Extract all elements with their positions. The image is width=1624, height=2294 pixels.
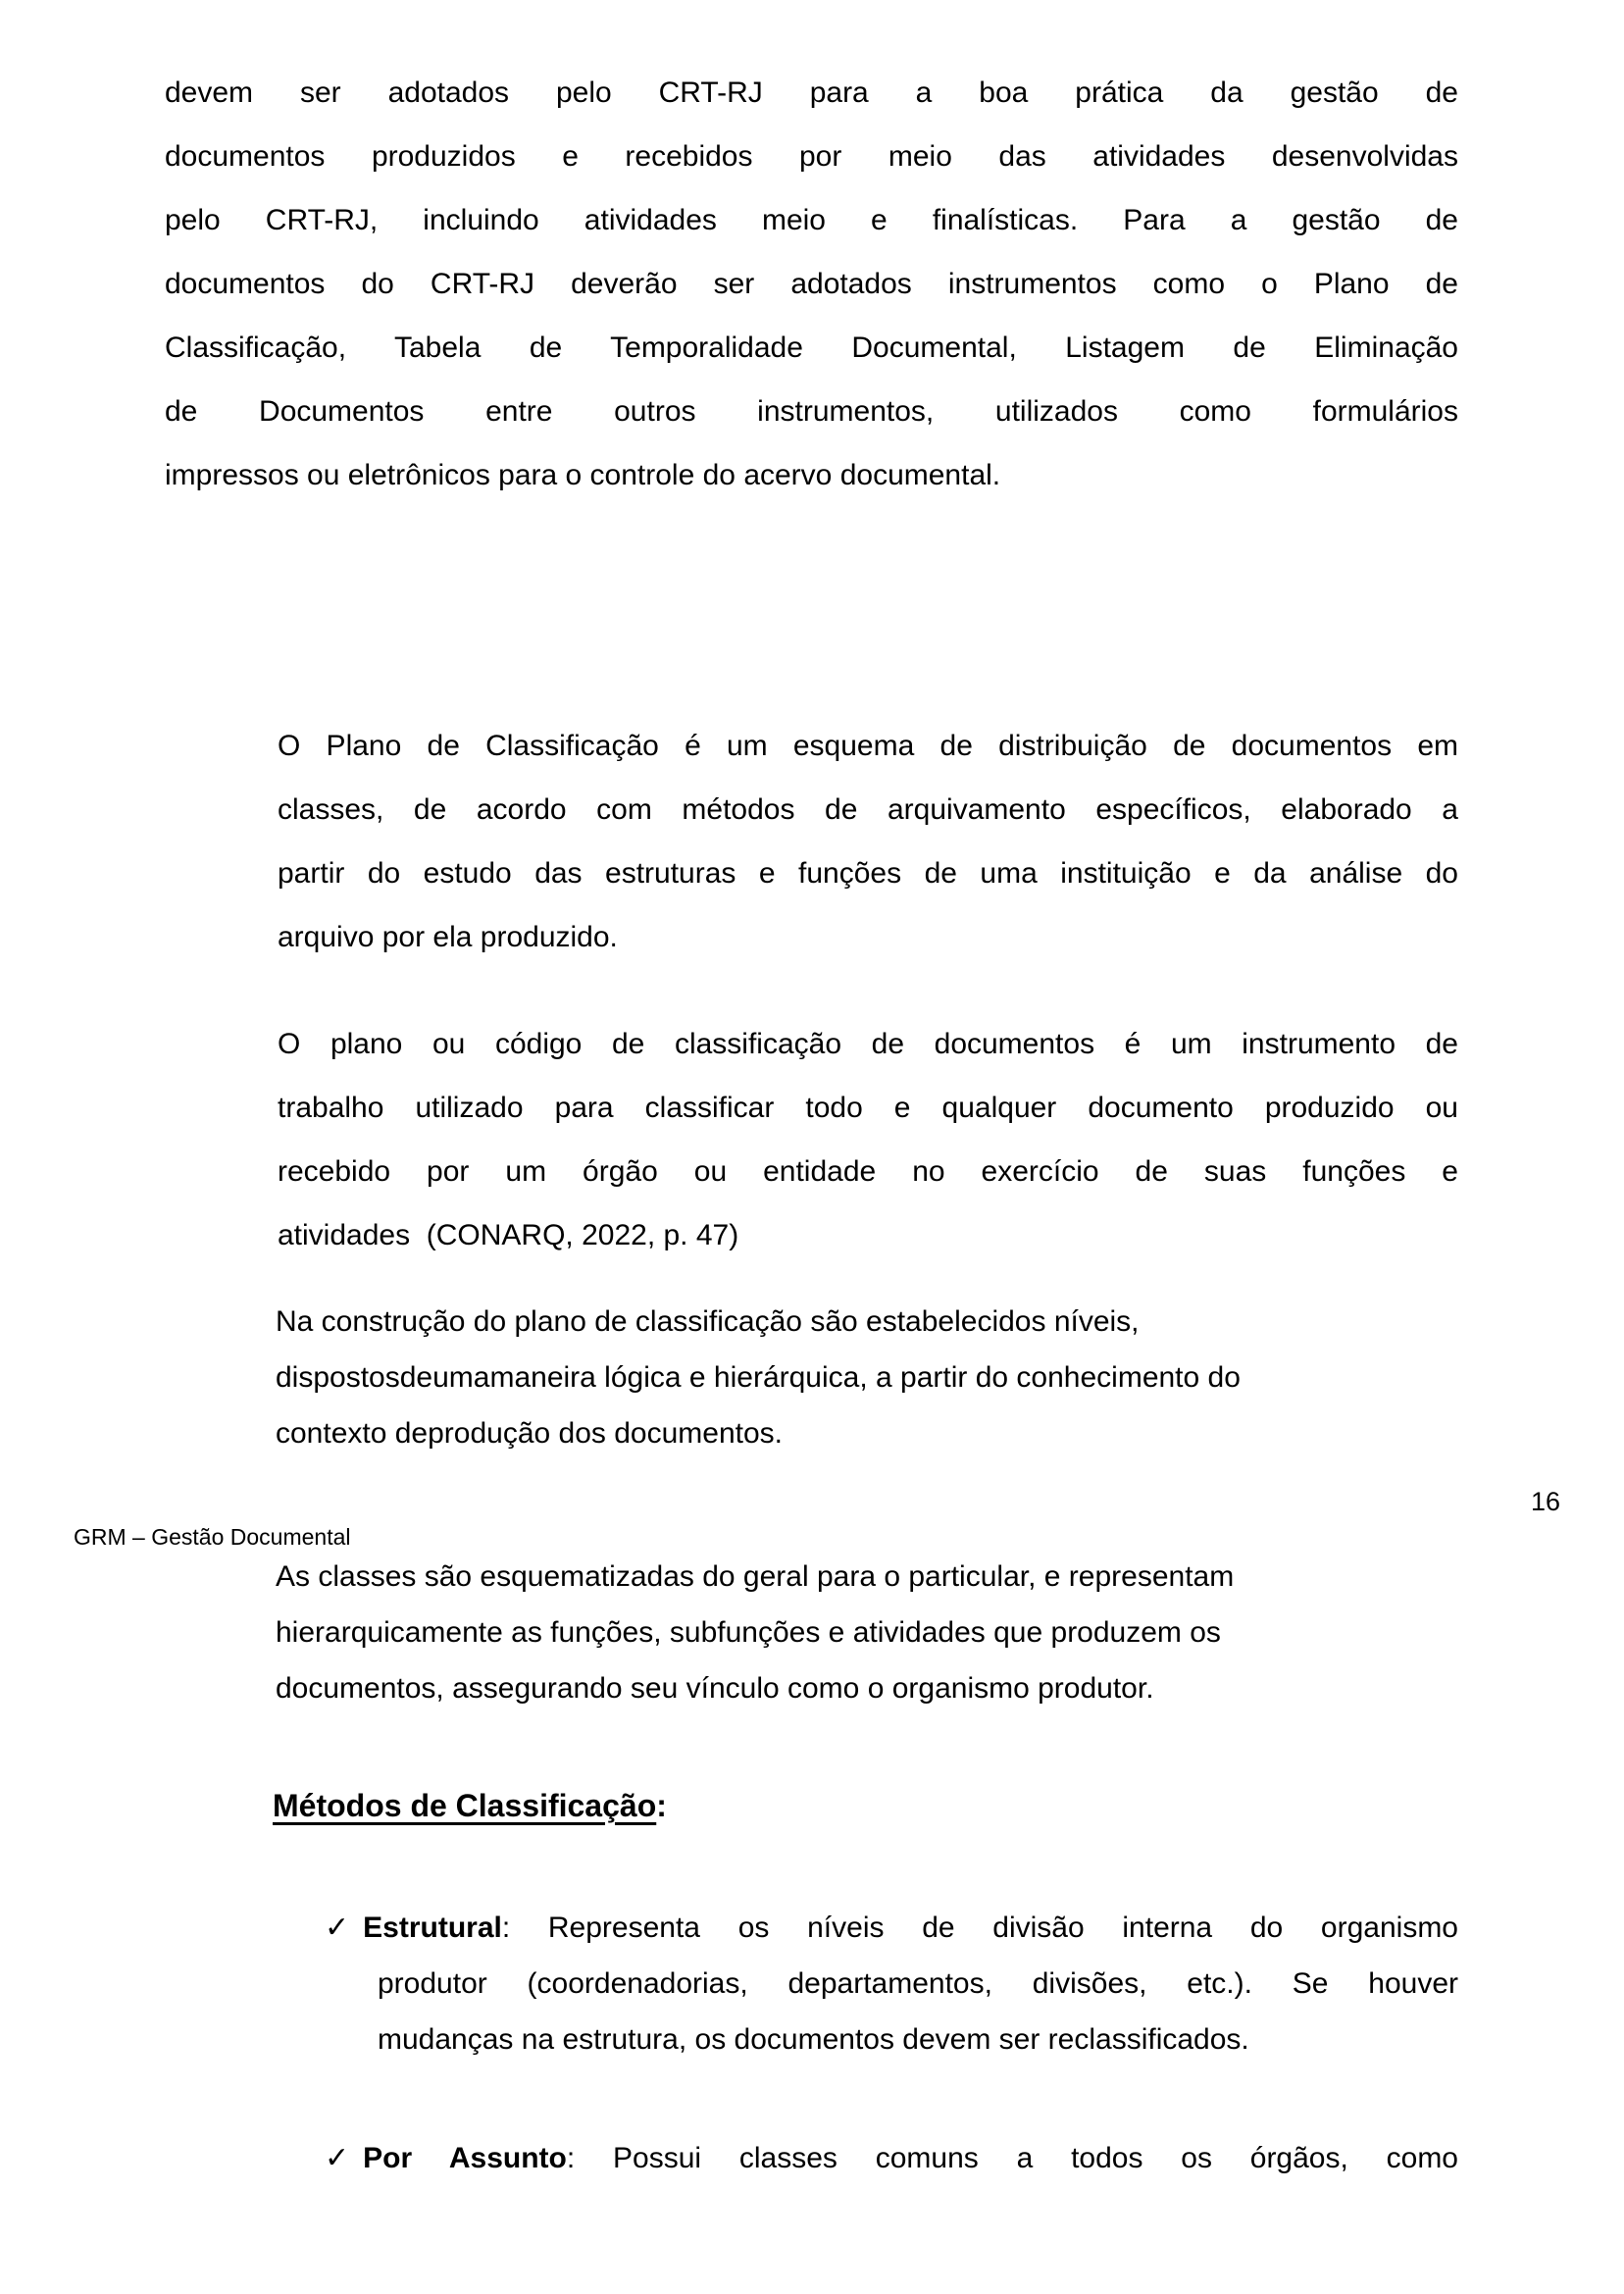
text-line: documentos do CRT-RJ deverão ser adotados instrumentos como o Plano de — [165, 268, 1458, 300]
text-line: dispostosdeumamaneira lógica e hierárquica, a partir do conhecimento do — [276, 1361, 1241, 1394]
text-line: O plano ou código de classificação de documentos é um instrumento de — [278, 1028, 1458, 1060]
text-line: Classificação, Tabela de Temporalidade Documental, Listagem de Eliminação — [165, 331, 1458, 364]
text-line: trabalho utilizado para classificar todo e qualquer documento produzido ou — [278, 1092, 1458, 1124]
blockquote-plano-classificacao — [278, 714, 1458, 969]
bullet-term: Estrutural — [363, 1912, 502, 1944]
text-line: mudanças na estrutura, os documentos devem ser reclassificados. — [378, 2023, 1249, 2056]
text-line: atividades (CONARQ, 2022, p. 47) — [278, 1219, 739, 1251]
text-line: recebido por um órgão ou entidade no exercício de suas funções e — [278, 1155, 1458, 1188]
text-line: contexto deprodução dos documentos. — [276, 1417, 784, 1450]
text-line: Na construção do plano de classificação são estabelecidos níveis, — [276, 1305, 1140, 1338]
text-line: As classes são esquematizadas do geral para o particular, e representam — [276, 1560, 1235, 1593]
text-line: produtor (coordenadorias, departamentos, divisões, etc.). Se houver — [378, 1967, 1458, 2000]
bullet-item-estrutural — [325, 1900, 1458, 2067]
text-line: devem ser adotados pelo CRT-RJ para a boa prática da gestão de — [165, 76, 1458, 109]
text-line: partir do estudo das estruturas e funções de uma instituição e da análise do — [278, 857, 1458, 890]
text-line: O Plano de Classificação é um esquema de distribuição de documentos em — [278, 730, 1458, 762]
text-line: hierarquicamente as funções, subfunções e atividades que produzem os — [276, 1616, 1221, 1649]
checkmark-icon: ✓ — [325, 1911, 350, 1945]
text-line: classes, de acordo com métodos de arquivamento específicos, elaborado a — [278, 793, 1458, 826]
text-line: documentos, assegurando seu vínculo como o organismo produtor. — [276, 1672, 1154, 1705]
bullet-item-por-assunto — [325, 2130, 1458, 2186]
checkmark-icon: ✓ — [325, 2141, 350, 2175]
text-line: ✓ Por Assunto: Possui classes comuns a todos os órgãos, como — [325, 2130, 1458, 2186]
paragraph-intro — [165, 61, 1458, 507]
text-line: impressos ou eletrônicos para o controle do acervo documental. — [165, 459, 1001, 491]
text-line: arquivo por ela produzido. — [278, 921, 618, 953]
blockquote-codigo-classificacao — [278, 1012, 1458, 1267]
text-line: de Documentos entre outros instrumentos, utilizados como formulários — [165, 395, 1458, 428]
text-line: documentos produzidos e recebidos por meio das atividades desenvolvidas — [165, 140, 1458, 173]
paragraph-classes — [276, 1549, 1464, 1716]
heading-metodos-classificacao — [273, 1785, 667, 1826]
text-line: ✓ Estrutural: Representa os níveis de divisão interna do organismo — [325, 1900, 1458, 1956]
text-line: pelo CRT-RJ, incluindo atividades meio e finalísticas. Para a gestão de — [165, 204, 1458, 236]
bullet-term: Por Assunto — [363, 2142, 567, 2174]
heading-colon: : — [656, 1788, 667, 1823]
footer-document-title: GRM – Gestão Documental — [74, 1524, 351, 1550]
heading-underlined-text: Métodos de Classificação — [273, 1788, 657, 1823]
page-number: 16 — [1531, 1487, 1561, 1516]
paragraph-construcao-plano — [276, 1294, 1464, 1461]
